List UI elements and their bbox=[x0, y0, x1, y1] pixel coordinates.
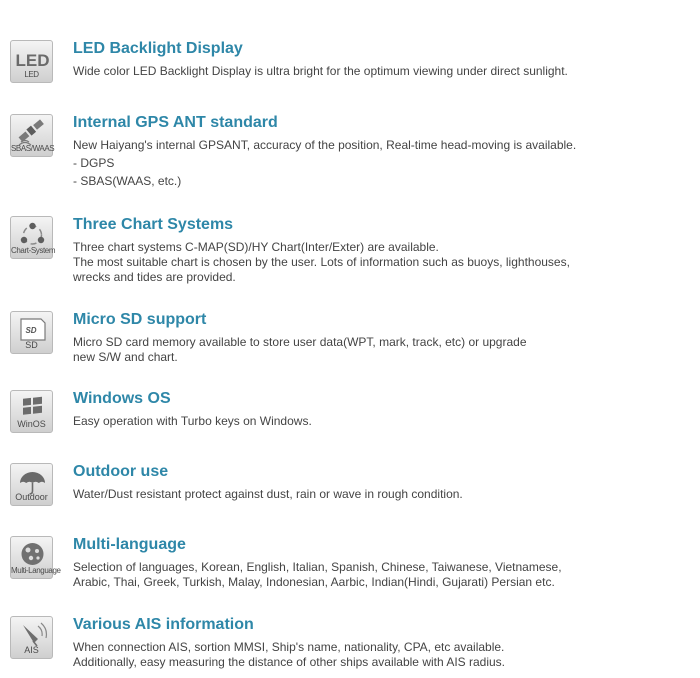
windows-logo-icon-caption: WinOS bbox=[17, 419, 46, 429]
description-line: Selection of languages, Korean, English, Italian, Spanish, Chinese, Taiwanese, Vietnamese, bbox=[73, 560, 562, 574]
ais-antenna-icon-caption: AIS bbox=[24, 645, 39, 655]
feature-title: Multi-language bbox=[73, 536, 186, 553]
ais-antenna-icon bbox=[10, 616, 53, 659]
description-line: Three chart systems C-MAP(SD)/HY Chart(Inter/Exter) are available. bbox=[73, 240, 439, 254]
globe-language-icon bbox=[10, 536, 61, 579]
feature-title: LED Backlight Display bbox=[73, 40, 243, 57]
windows-logo-icon bbox=[10, 390, 53, 433]
feature-description bbox=[73, 335, 688, 365]
description-line: Arabic, Thai, Greek, Turkish, Malay, Indonesian, Aarbic, Indian(Hindi, Gujarati) Persian etc. bbox=[73, 575, 555, 589]
chart-system-icon bbox=[10, 216, 56, 259]
description-line: When connection AIS, sortion MMSI, Ship's name, nationality, CPA, etc available. bbox=[73, 640, 505, 654]
feature-title: Three Chart Systems bbox=[73, 216, 234, 233]
feature-description bbox=[73, 414, 688, 429]
description-line: new S/W and chart. bbox=[73, 350, 178, 364]
description-line: - DGPS bbox=[73, 156, 115, 170]
feature-title: Internal GPS ANT standard bbox=[73, 114, 278, 131]
description-line: New Haiyang's internal GPSANT, accuracy of the position, Real-time head-moving is available. bbox=[73, 138, 577, 152]
led-icon-caption: LED bbox=[24, 70, 39, 79]
sd-card-icon bbox=[10, 311, 53, 354]
satellite-icon-caption: SBAS/WAAS bbox=[11, 144, 55, 153]
feature-title: Windows OS bbox=[73, 390, 171, 407]
feature-title: Outdoor use bbox=[73, 463, 169, 480]
feature-description bbox=[73, 240, 688, 285]
umbrella-icon bbox=[10, 463, 53, 506]
description-line: Easy operation with Turbo keys on Windows. bbox=[73, 414, 312, 428]
globe-language-icon-caption: Multi-Language bbox=[11, 566, 61, 575]
svg-text:SD: SD bbox=[25, 326, 37, 335]
svg-text:LED: LED bbox=[15, 51, 50, 70]
led-icon bbox=[10, 40, 53, 83]
sd-card-icon-caption: SD bbox=[25, 340, 38, 350]
feature-description bbox=[73, 560, 688, 590]
description-line: The most suitable chart is chosen by the user. Lots of information such as buoys, lighthouses, bbox=[73, 255, 570, 269]
description-line: Wide color LED Backlight Display is ultra bright for the optimum viewing under direct sunlight. bbox=[73, 64, 568, 78]
feature-title: Micro SD support bbox=[73, 311, 207, 328]
description-line: - SBAS(WAAS, etc.) bbox=[73, 174, 182, 188]
feature-description bbox=[73, 487, 688, 502]
feature-description bbox=[73, 138, 688, 189]
description-line: wrecks and tides are provided. bbox=[73, 270, 236, 284]
feature-description bbox=[73, 640, 688, 670]
description-line: Micro SD card memory available to store user data(WPT, mark, track, etc) or upgrade bbox=[73, 335, 527, 349]
description-line: Additionally, easy measuring the distance of other ships available with AIS radius. bbox=[73, 655, 506, 669]
feature-title: Various AIS information bbox=[73, 616, 254, 633]
satellite-icon bbox=[10, 114, 53, 157]
umbrella-icon-caption: Outdoor bbox=[15, 492, 48, 502]
chart-system-icon-caption: Chart-System bbox=[11, 246, 56, 255]
description-line: Water/Dust resistant protect against dust, rain or wave in rough condition. bbox=[73, 487, 463, 501]
feature-description bbox=[73, 64, 688, 79]
